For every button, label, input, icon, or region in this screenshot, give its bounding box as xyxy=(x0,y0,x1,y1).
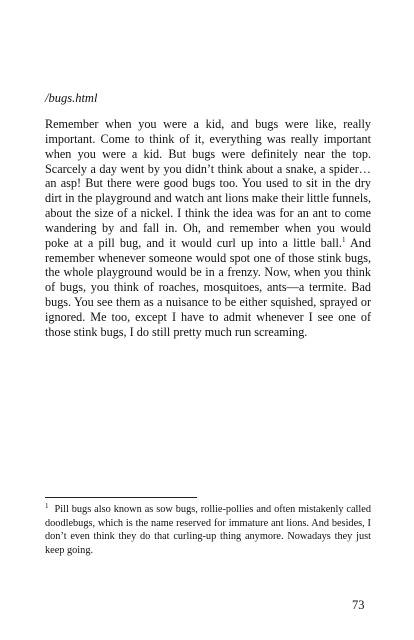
footnote xyxy=(45,503,371,557)
footnote-number: 1 xyxy=(45,501,49,510)
section-heading: /bugs.html xyxy=(45,91,98,105)
body-text-part-1: Remember when you were a kid, and bugs were like, really important. Come to think of it, everything was really important when you were a kid. But bugs were definitely near the top. Scarcely a day went by you didn’t think about a snake, a spider…an asp! But there were good bugs too. You used to sit in the dry dirt in the playground and watch ant lions make their little funnels, about the size of a nickel. I think the idea was for an ant to come wandering by and fall in. Oh, and remember when you would poke at a pill bug, and it would curl up into a little ball. xyxy=(45,117,371,250)
page-number: 73 xyxy=(352,598,365,612)
body-text-part-2: And remember whenever someone would spot one of those stink bugs, the whole playground would be in a frenzy. Now, when you think of bugs, you think of roaches, mosquitoes, ants—a termite. Bad bugs. You see them as a nuisance to be either squished, sprayed or ignored. Me too, except I have to admit whenever I see one of those stink bugs, I do still pretty much run screaming. xyxy=(45,235,371,339)
body-paragraph xyxy=(45,117,371,340)
footnote-reference: 1 xyxy=(341,235,346,244)
footnote-text: Pill bugs also known as sow bugs, rollie-pollies and often mistakenly called doodlebugs, which is the name reserved for immature ant lions. And besides, I don’t even think they do that curling-up thing anymore. Nowadays they just keep going. xyxy=(45,504,371,556)
footnote-divider xyxy=(45,497,197,498)
